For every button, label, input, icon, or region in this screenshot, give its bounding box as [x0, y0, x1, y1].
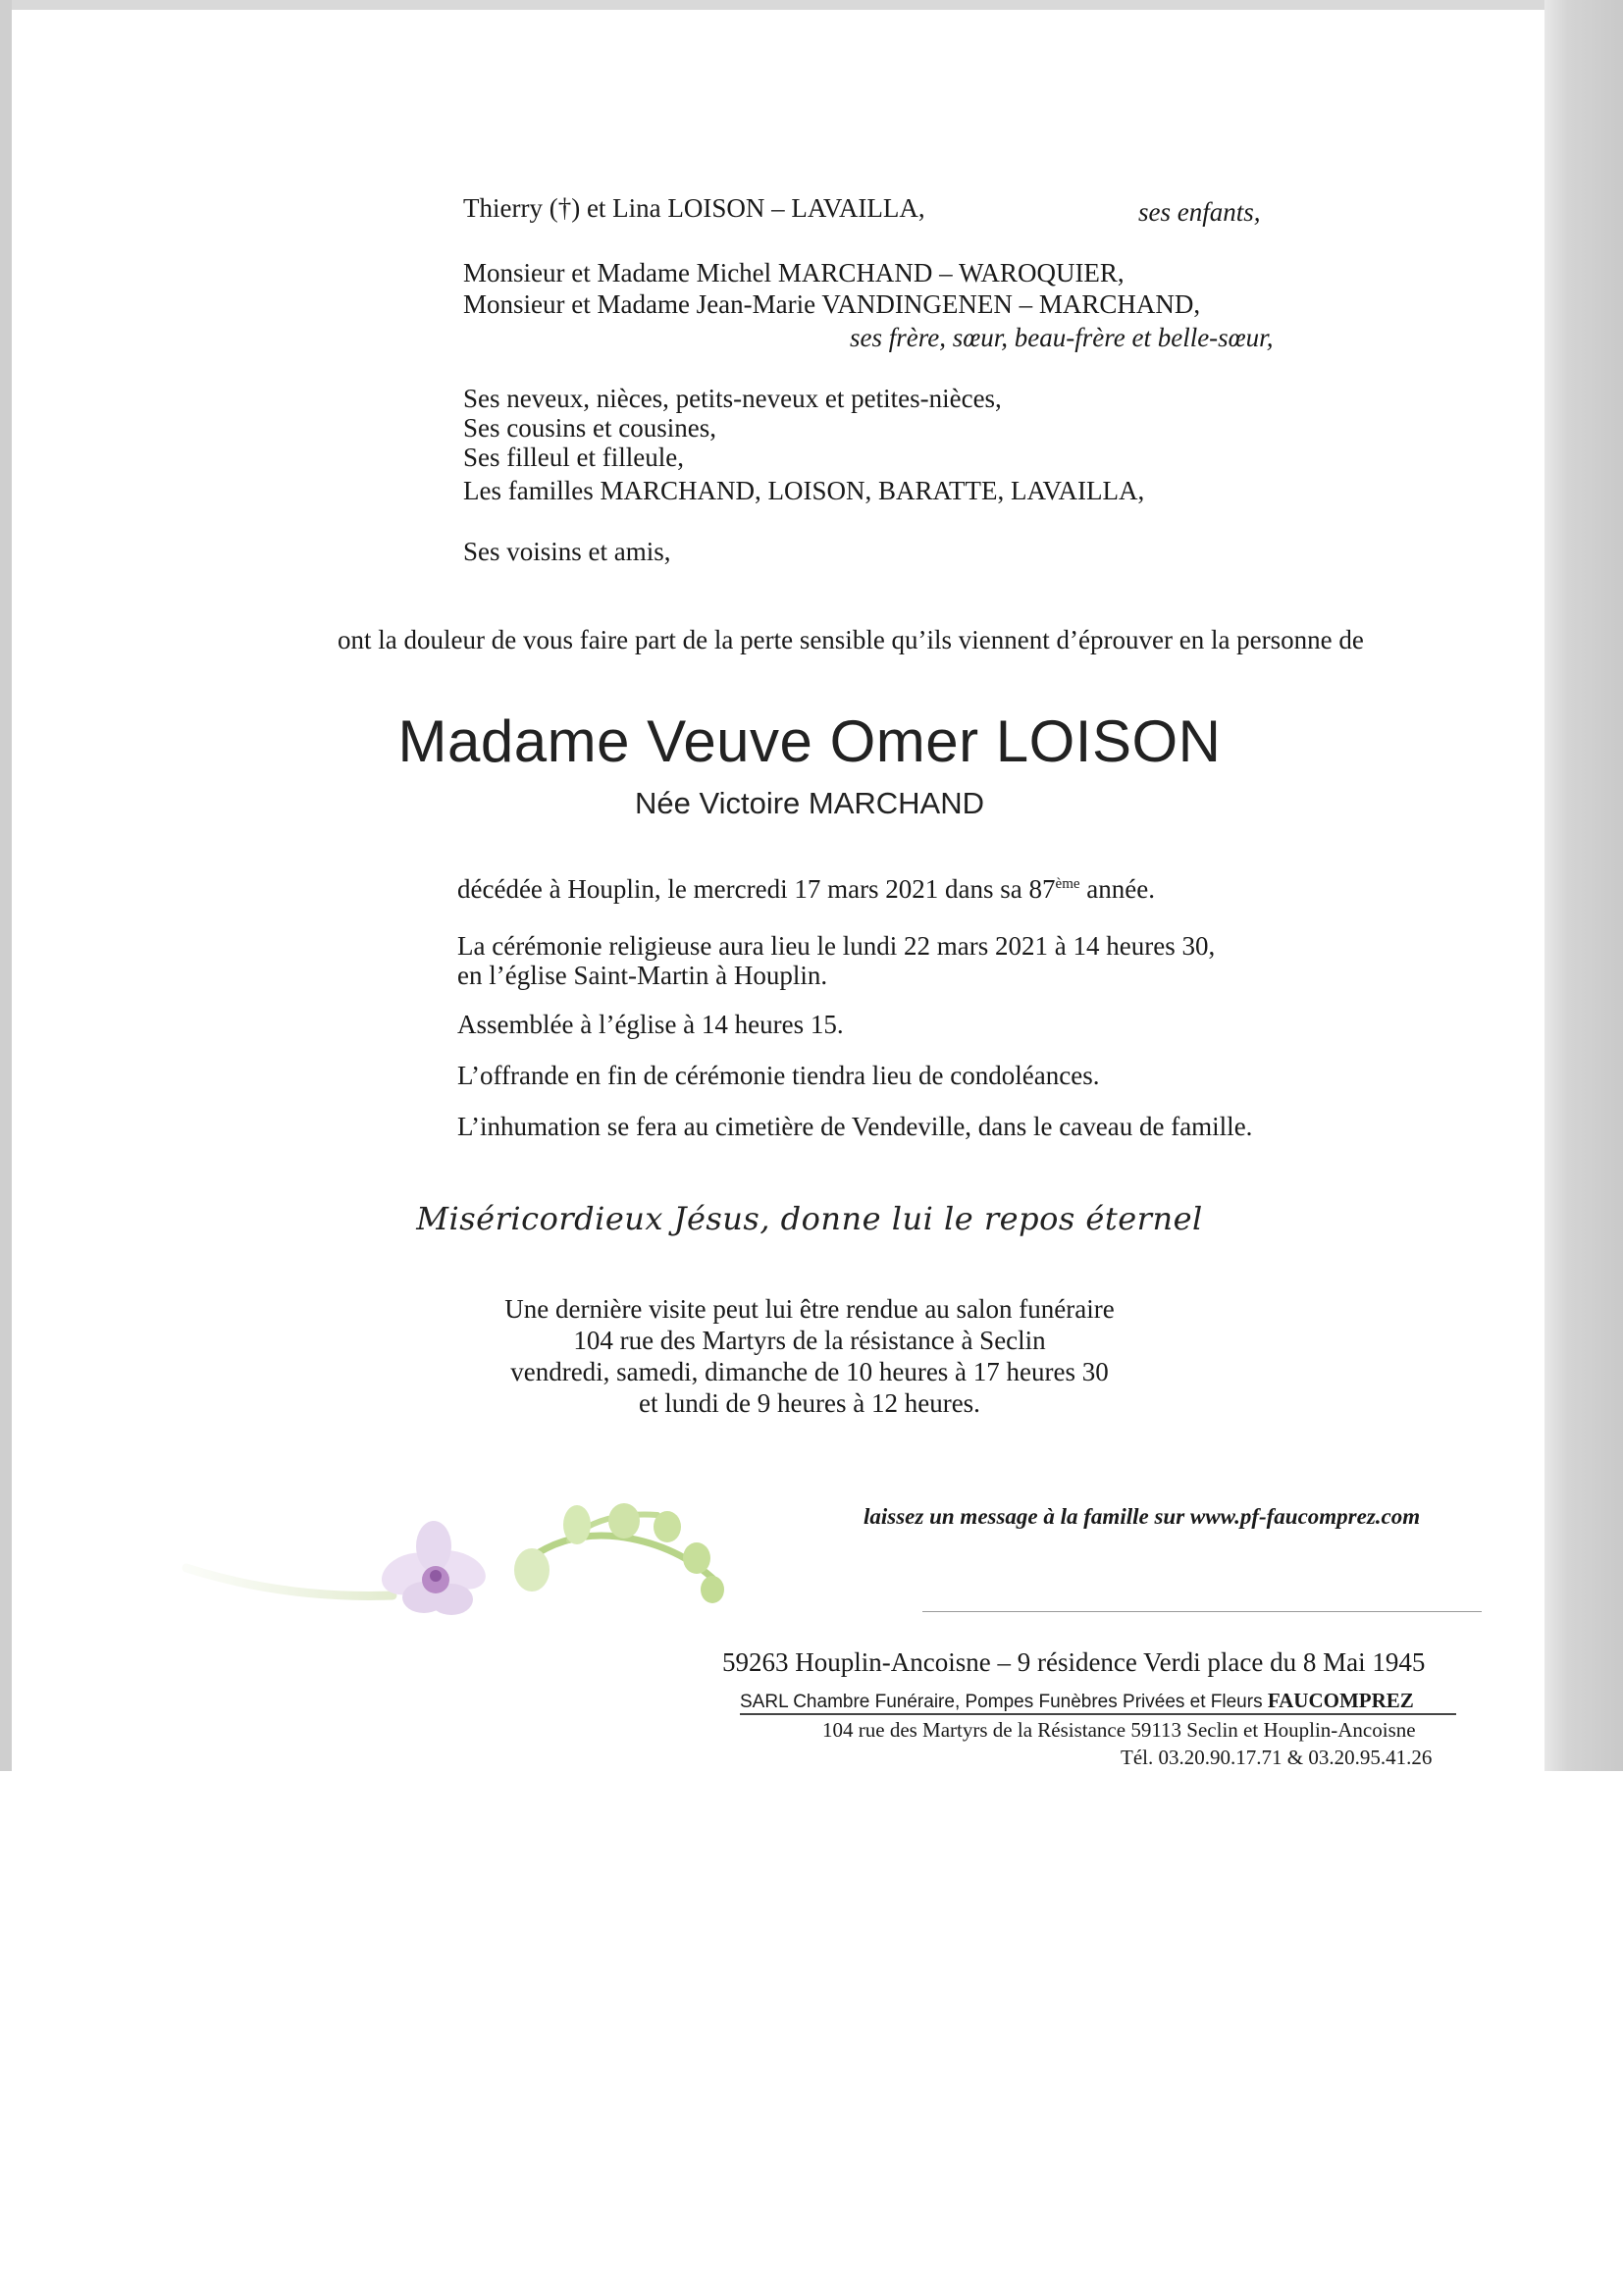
- ceremony-line-1: La cérémonie religieuse aura lieu le lundi 22 mars 2021 à 14 heures 30,: [457, 931, 1216, 961]
- family-children-role: ses enfants,: [1138, 197, 1261, 227]
- family-neighbours: Ses voisins et amis,: [463, 537, 671, 566]
- death-info-ordinal: ème: [1055, 876, 1080, 892]
- family-siblings-role: ses frère, sœur, beau-frère et belle-sœur,: [850, 323, 1274, 352]
- death-info: [457, 873, 1155, 905]
- orchid-bud: [514, 1548, 550, 1592]
- family-sibling-2: Monsieur et Madame Jean-Marie VANDINGENEN – MARCHAND,: [463, 289, 1201, 319]
- offering-info: L’offrande en fin de cérémonie tiendra lieu de condoléances.: [457, 1061, 1100, 1090]
- family-children: Thierry (†) et Lina LOISON – LAVAILLA,: [463, 193, 925, 223]
- visit-line-2: 104 rue des Martyrs de la résistance à Seclin: [573, 1326, 1046, 1355]
- company-name-text: SARL Chambre Funéraire, Pompes Funèbres Privées et Fleurs: [740, 1692, 1268, 1712]
- family-godchildren: Ses filleul et filleule,: [463, 443, 684, 472]
- scan-left-edge: [0, 0, 12, 1771]
- scan-top-edge: [0, 0, 1623, 10]
- company-phone: Tél. 03.20.90.17.71 & 03.20.95.41.26: [1121, 1746, 1433, 1769]
- orchid-flower: [376, 1521, 491, 1615]
- company-name: [740, 1688, 1414, 1715]
- footer-divider: [740, 1713, 1456, 1715]
- address-divider: [922, 1611, 1482, 1612]
- orchid-bud: [608, 1503, 640, 1539]
- website-message: laissez un message à la famille sur www.pf-faucomprez.com: [864, 1504, 1421, 1529]
- scan-right-edge: [1544, 0, 1623, 1771]
- family-cousins: Ses cousins et cousines,: [463, 413, 716, 443]
- deceased-birth-name: Née Victoire MARCHAND: [634, 786, 984, 820]
- orchid-bud: [654, 1511, 681, 1542]
- family-nephews: Ses neveux, nièces, petits-neveux et petites-nièces,: [463, 384, 1002, 413]
- assembly-info: Assemblée à l’église à 14 heures 15.: [457, 1010, 844, 1039]
- company-address: 104 rue des Martyrs de la Résistance 59113 Seclin et Houplin-Ancoisne: [822, 1718, 1416, 1742]
- family-sibling-1: Monsieur et Madame Michel MARCHAND – WAROQUIER,: [463, 258, 1125, 287]
- burial-info: L’inhumation se fera au cimetière de Vendeville, dans le caveau de famille.: [457, 1112, 1253, 1141]
- family-families: Les familles MARCHAND, LOISON, BARATTE, LAVAILLA,: [463, 476, 1145, 505]
- visit-line-4: et lundi de 9 heures à 12 heures.: [639, 1388, 980, 1418]
- blank-lower-area: [0, 1771, 1623, 2296]
- prayer-line: Miséricordieux Jésus, donne lui le repos éternel: [416, 1200, 1203, 1237]
- orchid-bud: [683, 1542, 710, 1574]
- visit-line-3: vendredi, samedi, dimanche de 10 heures à 17 heures 30: [510, 1357, 1109, 1386]
- address-line: 59263 Houplin-Ancoisne – 9 résidence Verdi place du 8 Mai 1945: [722, 1647, 1426, 1677]
- deceased-name: Madame Veuve Omer LOISON: [397, 708, 1222, 774]
- company-brand: FAUCOMPREZ: [1267, 1689, 1414, 1712]
- announcement-text: ont la douleur de vous faire part de la perte sensible qu’ils viennent d’éprouver en la personne de: [338, 625, 1364, 654]
- death-info-end: année.: [1079, 874, 1155, 904]
- orchid-bud: [563, 1505, 591, 1544]
- visit-line-1: Une dernière visite peut lui être rendue au salon funéraire: [504, 1294, 1115, 1324]
- death-info-text: décédée à Houplin, le mercredi 17 mars 2021 dans sa 87: [457, 874, 1056, 904]
- ceremony-line-2: en l’église Saint-Martin à Houplin.: [457, 961, 828, 990]
- orchid-bud: [701, 1576, 724, 1603]
